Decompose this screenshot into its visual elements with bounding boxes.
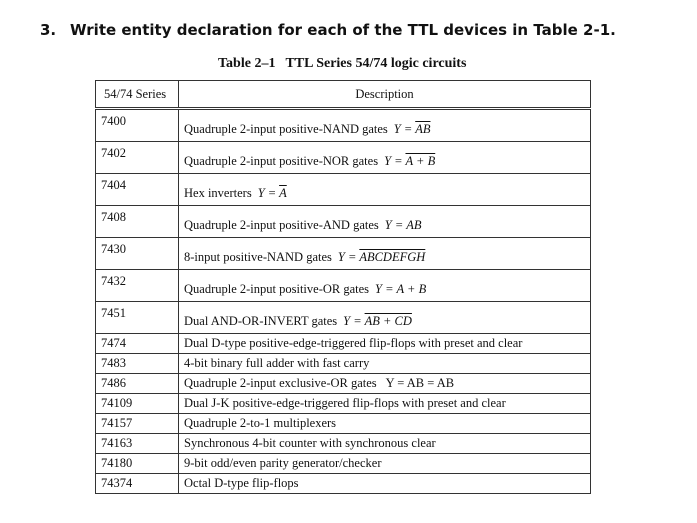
device-description: Quadruple 2-input positive-NAND gates $Y = \overline{AB}$ — [179, 109, 591, 142]
table-header-row — [96, 81, 591, 109]
logic-equation: $Y = \overline{A}$ — [257, 186, 287, 200]
table-caption-title: TTL Series 54/74 logic circuits — [285, 56, 467, 71]
device-code: 7483 — [96, 354, 179, 374]
device-code: 74374 — [96, 474, 179, 494]
table-row — [96, 270, 591, 302]
question-heading — [40, 21, 616, 39]
device-code: 74109 — [96, 394, 179, 414]
device-description: Quadruple 2-to-1 multiplexers — [179, 414, 591, 434]
device-code: 74180 — [96, 454, 179, 474]
table-row — [96, 174, 591, 206]
table-caption-number: Table 2–1 — [218, 56, 276, 71]
device-code: 7400 — [96, 109, 179, 142]
logic-equation: Y = A + B — [384, 154, 436, 168]
question-text: Write entity declaration for each of the TTL devices in Table 2-1. — [70, 21, 616, 39]
table-row — [96, 109, 591, 142]
device-code: 74157 — [96, 414, 179, 434]
device-code: 74163 — [96, 434, 179, 454]
logic-equation: Y = AB — [384, 218, 422, 232]
table-row — [96, 334, 591, 354]
table-row — [96, 434, 591, 454]
device-description: Dual J-K positive-edge-triggered flip-flops with preset and clear — [179, 394, 591, 414]
device-code: 7430 — [96, 238, 179, 270]
device-description: Dual D-type positive-edge-triggered flip-flops with preset and clear — [179, 334, 591, 354]
device-description: Dual AND-OR-INVERT gates Y = AB + CD — [179, 302, 591, 334]
device-description: Quadruple 2-input exclusive-OR gates Y = AB = AB — [179, 374, 591, 394]
device-description: 9-bit odd/even parity generator/checker — [179, 454, 591, 474]
device-description: Quadruple 2-input positive-OR gates Y = A + B — [179, 270, 591, 302]
table-row — [96, 206, 591, 238]
logic-equation: $Y = \overline{AB}$ — [393, 122, 431, 136]
device-description: 4-bit binary full adder with fast carry — [179, 354, 591, 374]
device-description: Hex inverters $Y = \overline{A}$ — [179, 174, 591, 206]
device-code: 7404 — [96, 174, 179, 206]
table-row — [96, 394, 591, 414]
table-row — [96, 142, 591, 174]
table-row — [96, 474, 591, 494]
ttl-devices-table — [95, 80, 591, 494]
device-description: 8-input positive-NAND gates Y = ABCDEFGH — [179, 238, 591, 270]
device-description: Quadruple 2-input positive-NOR gates Y = A + B — [179, 142, 591, 174]
logic-equation: Y = AB + CD — [343, 314, 412, 328]
table-row — [96, 414, 591, 434]
device-code: 7474 — [96, 334, 179, 354]
device-code: 7432 — [96, 270, 179, 302]
table-row — [96, 302, 591, 334]
device-description: Octal D-type flip-flops — [179, 474, 591, 494]
table-row — [96, 374, 591, 394]
device-description: Quadruple 2-input positive-AND gates Y = AB — [179, 206, 591, 238]
logic-equation: Y = ABCDEFGH — [337, 250, 426, 264]
question-number: 3. — [40, 21, 57, 39]
table-caption — [218, 56, 466, 72]
table-row — [96, 354, 591, 374]
device-code: 7486 — [96, 374, 179, 394]
logic-equation: Y = A + B — [375, 282, 427, 296]
table-row — [96, 454, 591, 474]
table-row — [96, 238, 591, 270]
device-code: 7402 — [96, 142, 179, 174]
device-description: Synchronous 4-bit counter with synchronous clear — [179, 434, 591, 454]
device-code: 7408 — [96, 206, 179, 238]
device-code: 7451 — [96, 302, 179, 334]
header-series: 54/74 Series — [96, 81, 179, 109]
header-description: Description — [179, 81, 591, 109]
